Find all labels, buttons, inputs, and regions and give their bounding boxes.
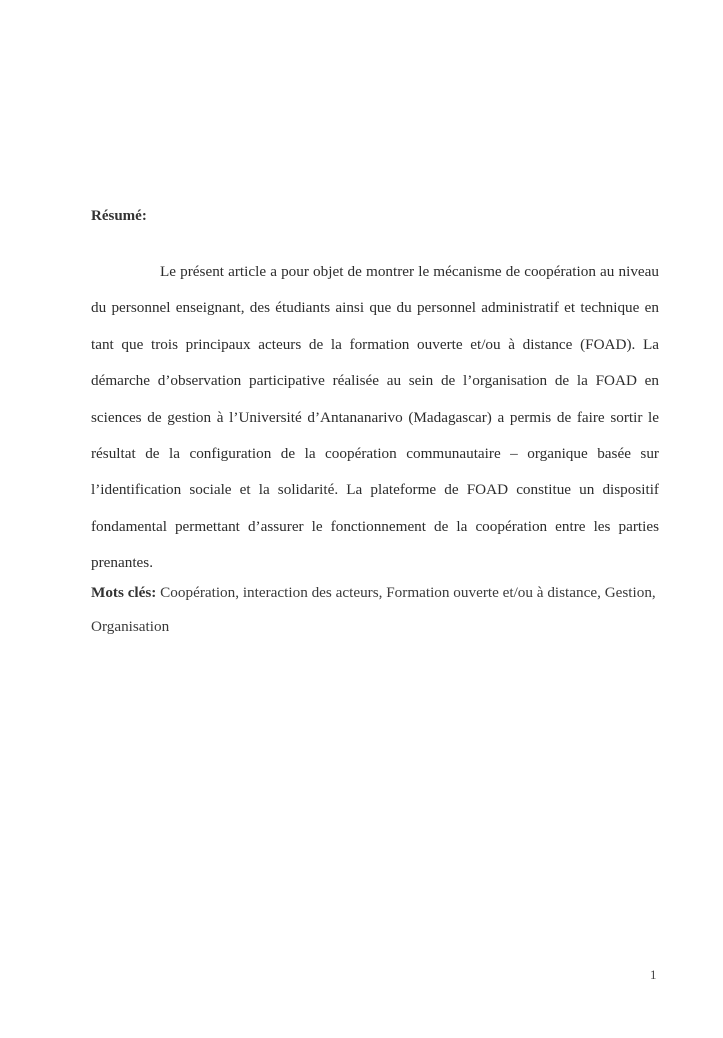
abstract-paragraph: Le présent article a pour objet de montrer le mécanisme de coopération au niveau du personnel enseignant, des étudiants ainsi que du personnel administratif et technique en tant que trois principaux acteurs de la formation ouverte et/ou à distance (FOAD). La démarche d’observation participative réalisée au sein de l’organisation de la FOAD en sciences de gestion à l’Université d’Antananarivo (Madagascar) a permis de faire sortir le résultat de la configuration de la coopération communautaire – organique basée sur l’identification sociale et la solidarité. La plateforme de FOAD constitue un dispositif fondamental permettant d’assurer le fonctionnement de la coopération entre les parties prenantes. xyxy=(91,263,659,572)
abstract-heading: Résumé: xyxy=(91,208,147,224)
keywords-list: Coopération, interaction des acteurs, Formation ouverte et/ou à distance, Gestion, Organisation xyxy=(91,584,656,635)
page-number: 1 xyxy=(650,967,657,982)
keywords-label: Mots clés: xyxy=(91,584,157,601)
keywords-paragraph xyxy=(91,576,659,644)
